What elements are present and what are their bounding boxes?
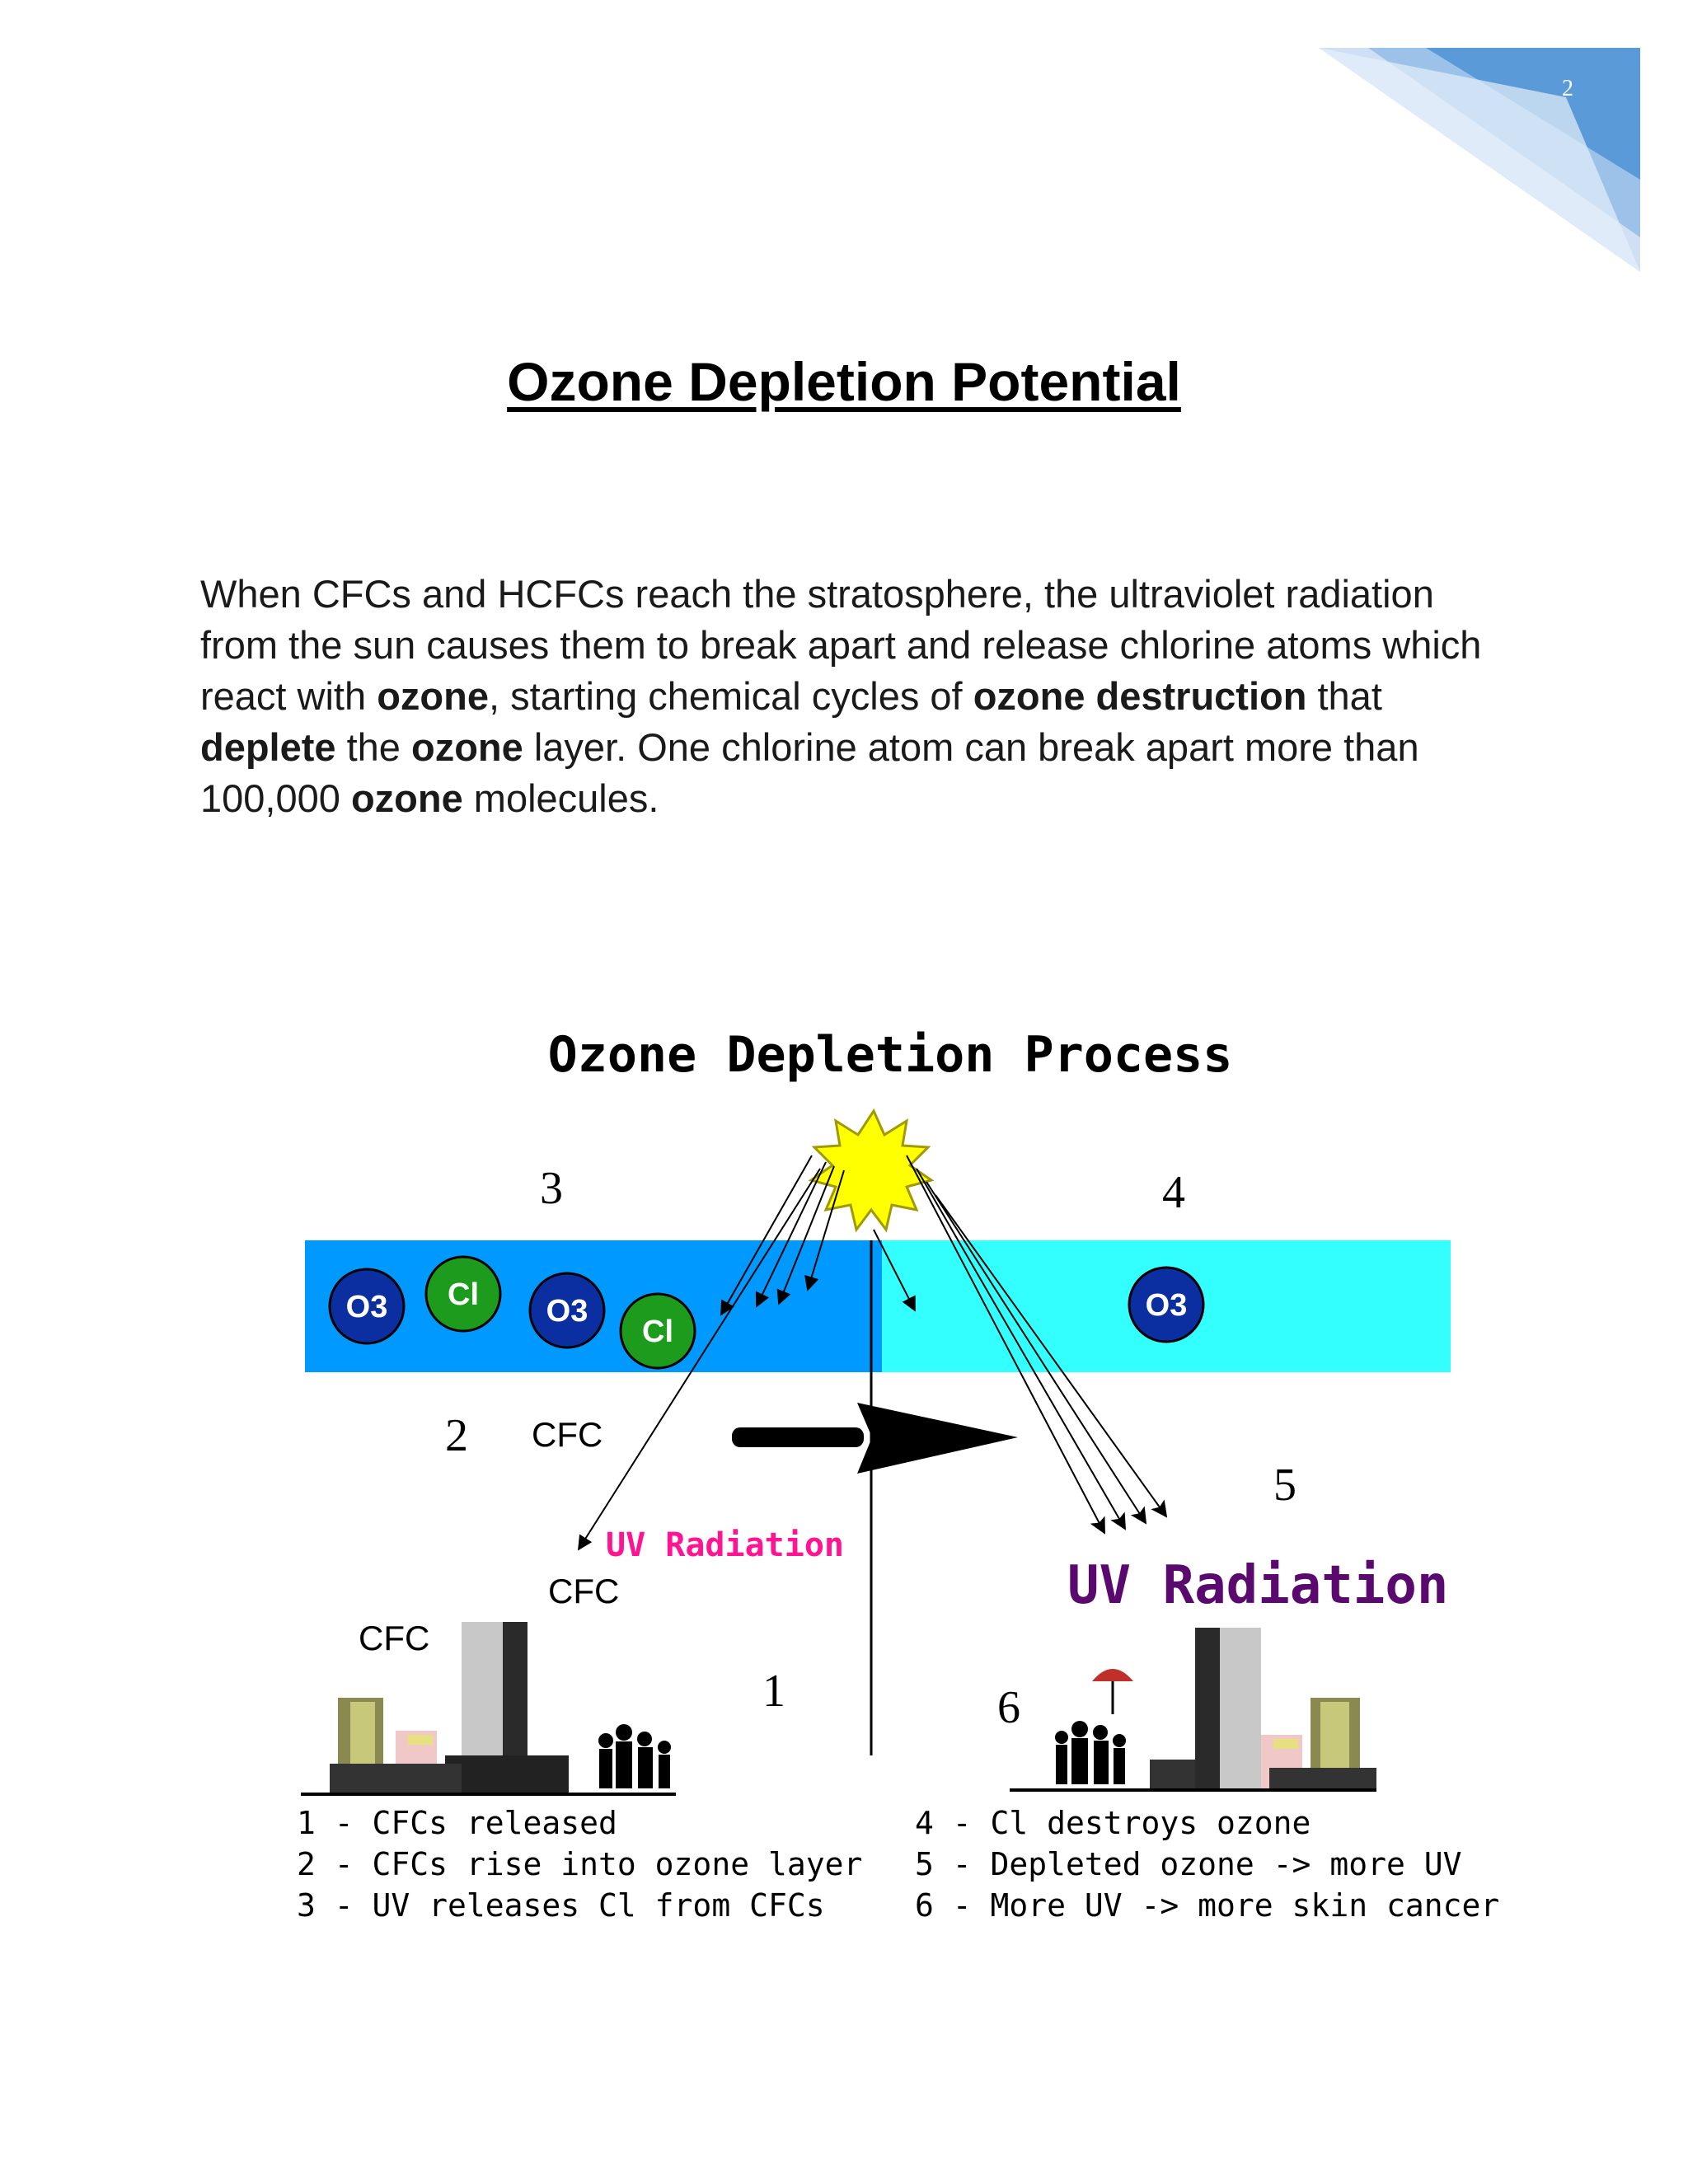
- page-number: 2: [1562, 76, 1573, 101]
- body-paragraph: [200, 569, 1486, 824]
- transition-arrow: [732, 1403, 1018, 1474]
- cl-label: Cl: [448, 1277, 479, 1312]
- city-scene-left: [301, 1622, 676, 1794]
- o3-molecule: [330, 1269, 404, 1343]
- cl-atom: [621, 1294, 695, 1368]
- cl-label: Cl: [642, 1315, 673, 1349]
- legend-item: 4 - Cl destroys ozone: [915, 1805, 1311, 1841]
- paragraph-run: , starting chemical cycles of: [488, 674, 973, 718]
- legend-item: 3 - UV releases Cl from CFCs: [297, 1887, 825, 1924]
- legend-item: 2 - CFCs rise into ozone layer: [297, 1846, 863, 1882]
- paragraph-run: the: [335, 725, 411, 769]
- legend-item: 5 - Depleted ozone -> more UV: [915, 1846, 1462, 1882]
- umbrella-icon: [1092, 1669, 1133, 1714]
- o3-molecule: [530, 1273, 604, 1347]
- paragraph-run-bold: ozone: [377, 674, 489, 718]
- uv-radiation-label-large: UV Radiation: [1067, 1555, 1449, 1616]
- page-corner-decoration: [1319, 48, 1640, 272]
- paragraph-run: molecules.: [462, 776, 659, 820]
- ozone-depletion-diagram: [280, 1022, 1500, 1945]
- cfc-label-ground: CFC: [359, 1619, 430, 1657]
- paragraph-run-bold: ozone destruction: [973, 674, 1307, 718]
- step-number-4: 4: [1162, 1167, 1185, 1218]
- city-scene-right: [1010, 1628, 1376, 1790]
- cfc-label-low: CFC: [548, 1572, 620, 1610]
- step-number-6: 6: [997, 1682, 1020, 1733]
- cl-atom: [426, 1257, 500, 1331]
- diagram-title: Ozone Depletion Process: [547, 1026, 1233, 1084]
- paragraph-run: that: [1306, 674, 1382, 718]
- uv-radiation-label-small: UV Radiation: [606, 1526, 844, 1564]
- paragraph-run: layer. One chlorine atom can break apart more than 100,000: [200, 725, 1419, 820]
- paragraph-run: When CFCs and HCFCs reach the stratosphere, the ultraviolet radiation from the sun causes them to break apart and release chlorine atoms which react with: [200, 572, 1482, 718]
- step-number-2: 2: [445, 1410, 468, 1461]
- paragraph-run-bold: ozone: [411, 725, 523, 769]
- document-title: Ozone Depletion Potential: [507, 351, 1181, 412]
- sun-icon: [811, 1111, 931, 1230]
- legend-left: [297, 1805, 862, 1924]
- paragraph-run-bold: ozone: [350, 776, 463, 820]
- legend-item: 1 - CFCs released: [297, 1805, 617, 1841]
- o3-molecule: [1129, 1268, 1203, 1342]
- legend-item: 6 - More UV -> more skin cancer: [915, 1887, 1500, 1924]
- cfc-label-mid: CFC: [532, 1415, 603, 1454]
- o3-label: O3: [345, 1290, 388, 1324]
- step-number-1: 1: [762, 1666, 785, 1717]
- paragraph-run-bold: deplete: [200, 725, 336, 769]
- legend-right: [915, 1805, 1499, 1924]
- o3-label: O3: [546, 1294, 588, 1329]
- step-number-3: 3: [540, 1163, 563, 1214]
- step-number-5: 5: [1273, 1460, 1296, 1511]
- o3-label: O3: [1145, 1288, 1188, 1323]
